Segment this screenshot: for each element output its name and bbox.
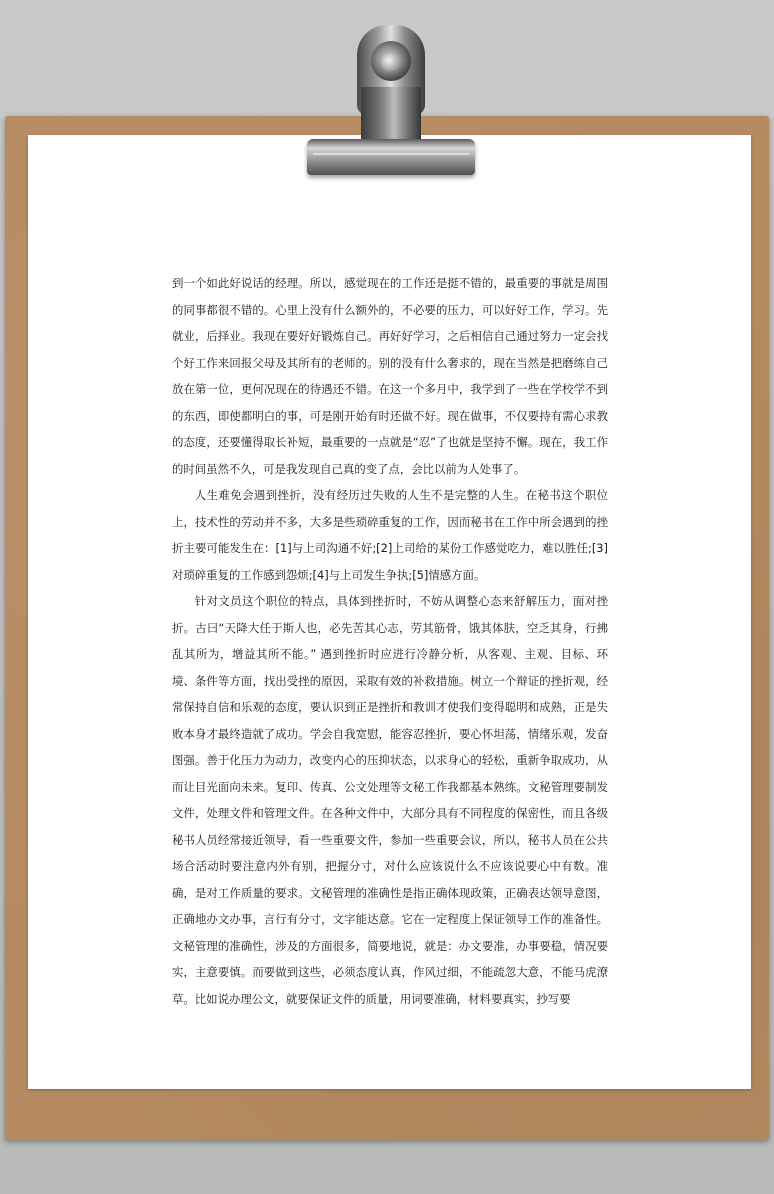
paragraph-3: 针对文员这个职位的特点，具体到挫折时，不妨从调整心态来舒解压力，面对挫折。古曰“天降大任于斯人也，必先苦其心志，劳其筋骨，饿其体肤，空乏其身，行拂乱其所为，增益其所不能。” 遇到挫折时应进行冷静分析，从客观、主观、目标、环境、条件等方面，找出受挫的原因，采取有效的补救措施。树立一个辩证的挫折观，经常保持自信和乐观的态度，要认识到正是挫折和教训才使我们变得聪明和成熟，正是失败本身才最终造就了成功。学会自我宽慰，能容忍挫折，要心怀坦荡，情绪乐观，发奋图强。善于化压力为动力，改变内心的压抑状态，以求身心的轻松，重新争取成功，从而让目光面向未来。复印、传真、公文处理等文秘工作我都基本熟练。文秘管理要制发文件，处理文件和管理文件。在各种文件中，大部分具有不同程度的保密性，而且各级秘书人员经常接近领导，看一些重要文件，参加一些重要会议，所以，秘书人员在公共场合活动时要注意内外有别，把握分寸，对什么应该说什么不应该说要心中有数。准确，是对工作质量的要求。文秘管理的准确性是指正确体现政策，正确表达领导意图，正确地办文办事，言行有分寸，文字能达意。它在一定程度上保证领导工作的准备性。文秘管理的准确性，涉及的方面很多，简要地说，就是：办文要准，办事要稳，情况要实，主意要慎。而要做到这些，必须态度认真，作风过细，不能疏忽大意，不能马虎潦草。比如说办理公文，就要保证文件的质量，用词要准确，材料要真实，抄写要: [172, 594, 608, 1006]
document-body: [172, 270, 608, 1012]
clip-highlight: [313, 153, 469, 155]
paragraph-2: 人生难免会遇到挫折，没有经历过失败的人生不是完整的人生。在秘书这个职位上，技术性的劳动并不多，大多是些琐碎重复的工作，因而秘书在工作中所会遇到的挫折主要可能发生在：[1]与上司沟通不好;[2]上司给的某份工作感觉吃力，难以胜任;[3]对琐碎重复的工作感到怨烦;[4]与上司发生争执;[5]情感方面。: [172, 488, 608, 582]
paragraph-1: 到一个如此好说话的经理。所以，感觉现在的工作还是挺不错的，最重要的事就是周围的同事都很不错的。心里上没有什么额外的，不必要的压力，可以好好工作，学习。先就业，后择业。我现在要好好锻炼自己。再好好学习，之后相信自己通过努力一定会找个好工作来回报父母及其所有的老师的。别的没有什么奢求的，现在当然是把磨练自己放在第一位，更何况现在的待遇还不错。在这一个多月中，我学到了一些在学校学不到的东西，即使都明白的事，可是刚开始有时还做不好。现在做事，不仅要持有需心求教的态度，还要懂得取长补短，最重要的一点就是“忍”了也就是坚持不懈。现在，我工作的时间虽然不久，可是我发现自己真的变了点，会比以前为人处事了。: [172, 276, 608, 476]
clip-base: [307, 139, 475, 175]
clip-pin: [381, 53, 401, 71]
binder-clip: [305, 25, 477, 177]
clip-ring-hole: [371, 41, 411, 81]
clip-body: [361, 87, 421, 145]
